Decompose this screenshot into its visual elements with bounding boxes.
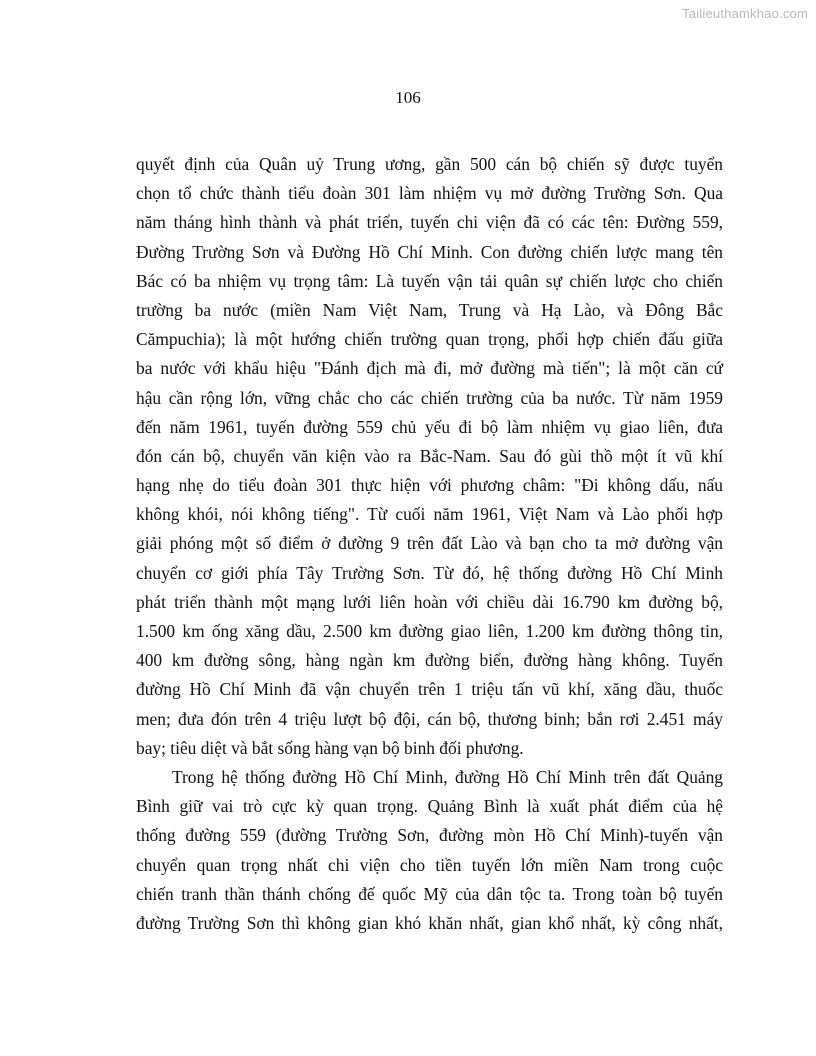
text-line: đường Hồ Chí Minh đã vận chuyển trên 1 triệu tấn vũ khí, xăng dầu, thuốc [136,679,723,700]
text-line: chọn tổ chức thành tiểu đoàn 301 làm nhiệm vụ mở đường Trường Sơn. Qua [136,183,723,204]
text-line: đường Trường Sơn thì không gian khó khăn nhất, gian khổ nhất, kỳ công nhất, [136,912,723,933]
text-line: 400 km đường sông, hàng ngàn km đường biển, đường hàng không. Tuyến [136,650,723,671]
body-text [136,150,723,938]
text-line: đón cán bộ, chuyển văn kiện vào ra Bắc-Nam. Sau đó gùi thồ một ít vũ khí [136,445,723,466]
text-line: năm tháng hình thành và phát triển, tuyến chi viện đã có các tên: Đường 559, [136,212,723,233]
text-line: chiến tranh thần thánh chống đế quốc Mỹ của dân tộc ta. Trong toàn bộ tuyến [136,883,723,904]
text-line: không khói, nói không tiếng". Từ cuối năm 1961, Việt Nam và Lào phối hợp [136,504,723,525]
page-number: 106 [395,88,421,107]
text-line: chuyển quan trọng nhất chi viện cho tiền tuyến lớn miền Nam trong cuộc [136,854,723,875]
text-line: quyết định của Quân uỷ Trung ương, gần 500 cán bộ chiến sỹ được tuyển [136,154,723,174]
text-line: Đường Trường Sơn và Đường Hồ Chí Minh. Con đường chiến lược mang tên [136,241,723,262]
watermark: Tailieuthamkhao.com [682,6,808,21]
text-line: Bình giữ vai trò cực kỳ quan trọng. Quảng Bình là xuất phát điểm của hệ [136,796,723,817]
text-line: bay; tiêu diệt và bắt sống hàng vạn bộ binh đối phương. [136,737,524,758]
text-line: Bác có ba nhiệm vụ trọng tâm: Là tuyến vận tải quân sự chiến lược cho chiến [136,270,723,291]
text-line: hạng nhẹ do tiểu đoàn 301 thực hiện với phương châm: "Đi không dấu, nấu [136,475,723,496]
text-line: giải phóng một số điểm ở đường 9 trên đất Lào và bạn cho ta mở đường vận [136,533,723,554]
text-line: đến năm 1961, tuyến đường 559 chủ yếu đi bộ làm nhiệm vụ giao liên, đưa [136,416,723,437]
text-line: ba nước với khẩu hiệu "Đánh địch mà đi, mở đường mà tiến"; là một căn cứ [136,358,723,379]
text-line: thống đường 559 (đường Trường Sơn, đường mòn Hồ Chí Minh)-tuyến vận [136,825,723,846]
text-line: 1.500 km ống xăng dầu, 2.500 km đường giao liên, 1.200 km đường thông tin, [136,621,723,641]
text-line: men; đưa đón trên 4 triệu lượt bộ đội, cán bộ, thương binh; bắn rơi 2.451 máy [136,708,723,729]
text-line: Cămpuchia); là một hướng chiến trường quan trọng, phối hợp chiến đấu giữa [136,329,723,350]
text-line: chuyển cơ giới phía Tây Trường Sơn. Từ đó, hệ thống đường Hồ Chí Minh [136,562,723,583]
text-line: Trong hệ thống đường Hồ Chí Minh, đường Hồ Chí Minh trên đất Quảng [172,766,723,787]
text-line: phát triển thành một mạng lưới liên hoàn với chiều dài 16.790 km đường bộ, [136,591,723,612]
text-line: trường ba nước (miền Nam Việt Nam, Trung và Hạ Lào, và Đông Bắc [136,299,723,320]
text-line: hậu cần rộng lớn, vững chắc cho các chiến trường của ba nước. Từ năm 1959 [136,387,723,408]
